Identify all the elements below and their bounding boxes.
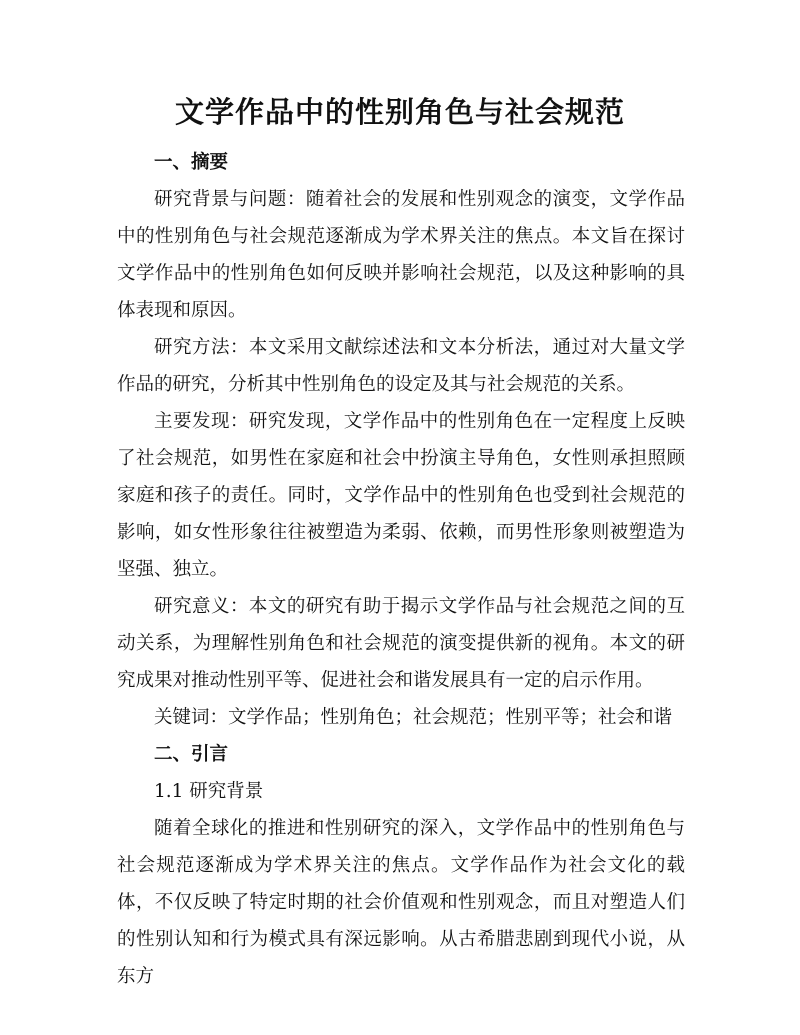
abstract-background-paragraph: 研究背景与问题：随着社会的发展和性别观念的演变，文学作品中的性别角色与社会规范逐渐成为学术界关注的焦点。本文旨在探讨文学作品中的性别角色如何反映并影响社会规范，以及这种影响的具体表现和原因。: [117, 189, 685, 321]
abstract-methods-paragraph: 研究方法：本文采用文献综述法和文本分析法，通过对大量文学作品的研究，分析其中性别角色的设定及其与社会规范的关系。: [117, 337, 685, 395]
abstract-findings-paragraph: 主要发现：研究发现，文学作品中的性别角色在一定程度上反映了社会规范，如男性在家庭和社会中扮演主导角色，女性则承担照顾家庭和孩子的责任。同时，文学作品中的性别角色也受到社会规范的影响，如女性形象往往被塑造为柔弱、依赖，而男性形象则被塑造为坚强、独立。: [117, 411, 685, 580]
introduction-paragraph: 随着全球化的推进和性别研究的深入，文学作品中的性别角色与社会规范逐渐成为学术界关注的焦点。文学作品作为社会文化的载体，不仅反映了特定时期的社会价值观和性别观念，而且对塑造人们的性别认知和行为模式具有深远影响。从古希腊悲剧到现代小说，从东方: [117, 818, 685, 987]
abstract-significance-paragraph: 研究意义：本文的研究有助于揭示文学作品与社会规范之间的互动关系，为理解性别角色和社会规范的演变提供新的视角。本文的研究成果对推动性别平等、促进社会和谐发展具有一定的启示作用。: [117, 596, 685, 691]
subsection-heading-background: 1.1 研究背景: [154, 781, 264, 802]
document-title: 文学作品中的性别角色与社会规范: [174, 95, 625, 129]
section-heading-abstract: 一、摘要: [154, 152, 229, 173]
document-body: [117, 144, 685, 995]
keywords-line: 关键词：文学作品；性别角色；社会规范；性别平等；社会和谐: [154, 707, 673, 728]
section-heading-introduction: 二、引言: [154, 744, 229, 765]
